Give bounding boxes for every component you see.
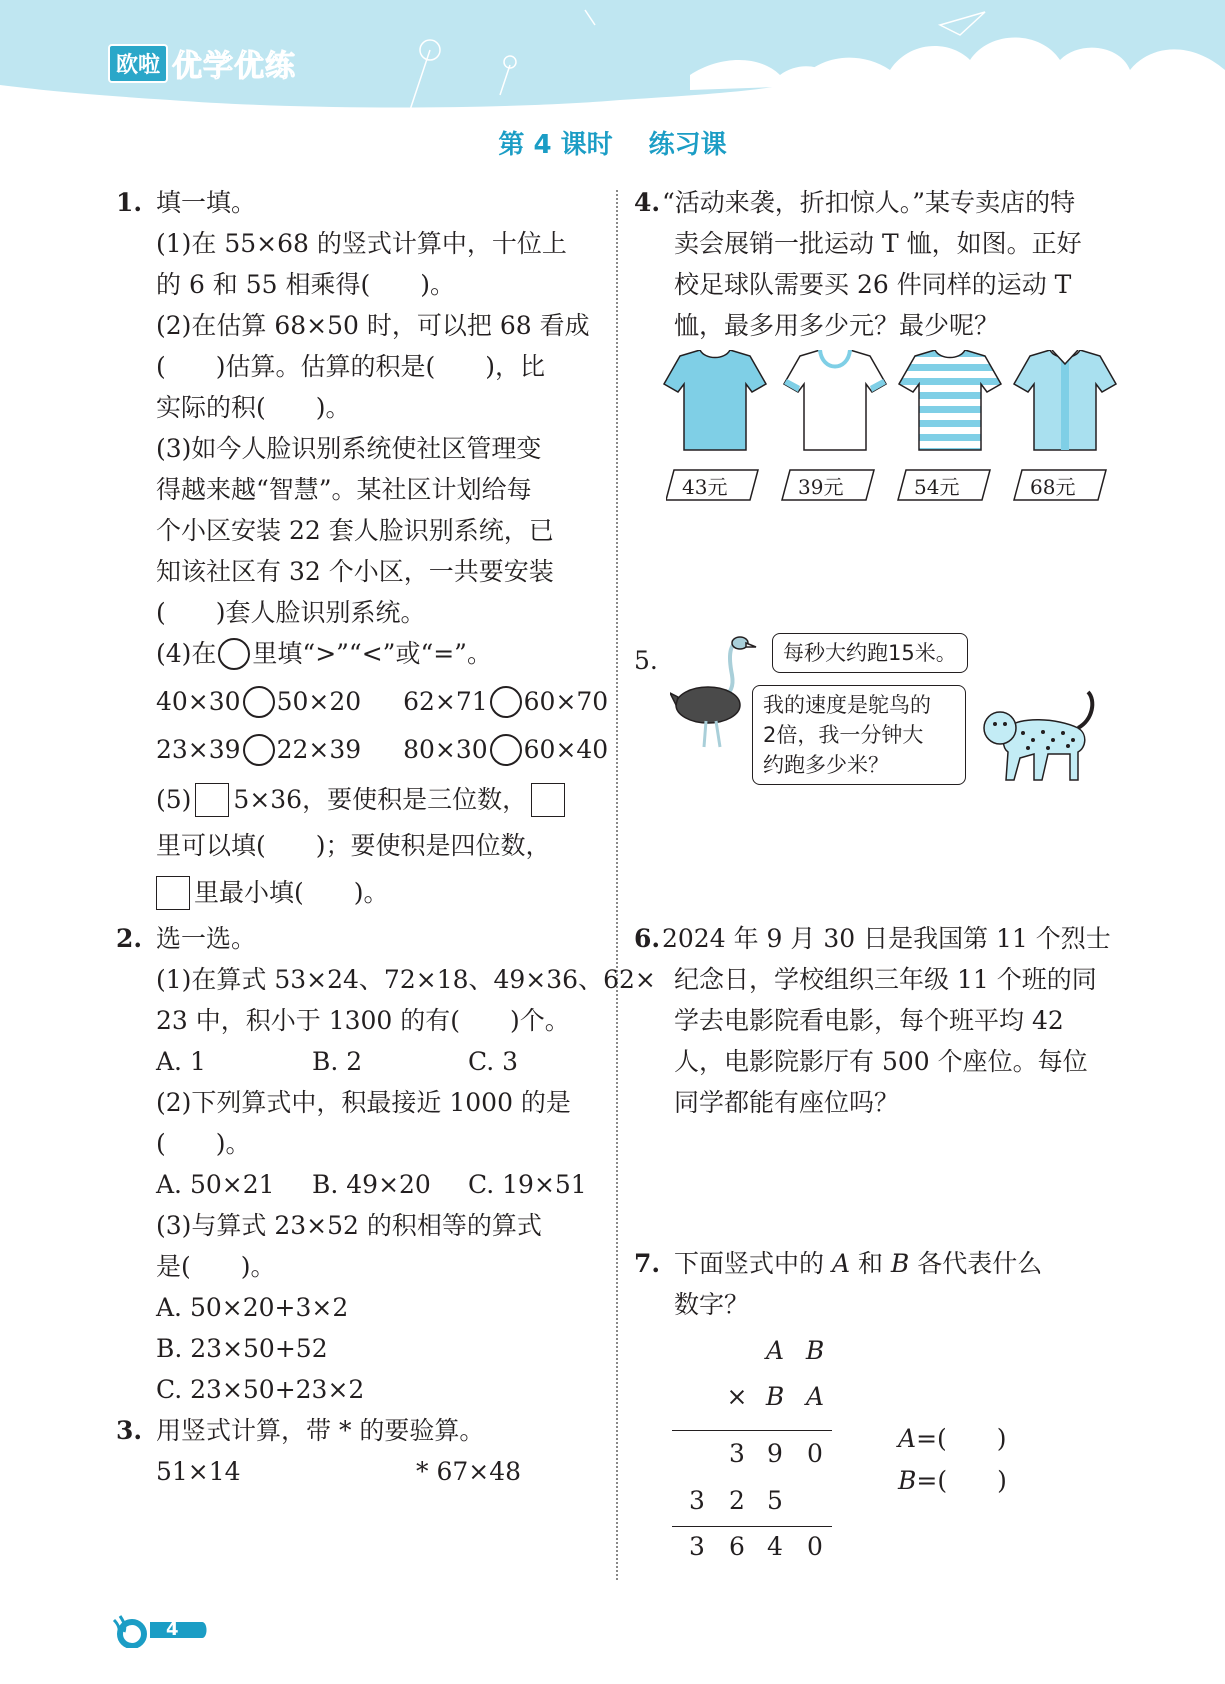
lesson-name: 练习课: [648, 130, 727, 160]
q4-line: 校足球队需要买 26 件同样的运动 T: [674, 270, 1072, 299]
price-tag: 39元: [798, 475, 844, 499]
digit: 5: [767, 1486, 783, 1515]
q7-number: 7.: [634, 1249, 661, 1278]
brand-name: 优学优练: [172, 49, 297, 84]
q6-number: 6.: [634, 924, 661, 953]
q2-line: (1)在算式 53×24、72×18、49×36、62×: [156, 965, 656, 994]
q1-line: (5) 5×36，要使积是三位数，: [156, 779, 569, 820]
digit: 0: [807, 1439, 823, 1468]
answer-box[interactable]: [531, 783, 565, 817]
q1-line: 的 6 和 55 相乘得( )。: [156, 270, 456, 299]
q2-line: 23 中，积小于 1300 的有( )个。: [156, 1006, 570, 1035]
ostrich-speech-bubble: 每秒大约跑15米。: [772, 633, 968, 673]
answer-circle[interactable]: [490, 734, 522, 766]
q2-line: (3)与算式 23×52 的积相等的算式: [156, 1211, 542, 1240]
q1-line: 里最小填( )。: [156, 872, 389, 913]
q3-expression: 51×14: [156, 1457, 241, 1486]
answer-a: A=( ): [898, 1424, 1007, 1453]
digit: 3: [689, 1532, 705, 1561]
digit: A: [805, 1382, 825, 1411]
digit: 3: [689, 1486, 705, 1515]
answer-circle[interactable]: [218, 638, 250, 670]
digit: 6: [729, 1532, 745, 1561]
digit: 4: [767, 1532, 783, 1561]
page-number: 4: [166, 1619, 179, 1640]
q4-number: 4.: [634, 188, 661, 217]
q6-line: 2024 年 9 月 30 日是我国第 11 个烈士: [662, 924, 1111, 953]
digit: 9: [767, 1439, 783, 1468]
q2-option: C. 23×50+23×2: [156, 1375, 365, 1404]
digit: 2: [729, 1486, 745, 1515]
q2-number: 2.: [116, 924, 143, 953]
q2-line: (2)下列算式中，积最接近 1000 的是: [156, 1088, 571, 1117]
q2-title: 选一选。: [156, 924, 257, 953]
compare-row: 23×39 22×39 80×30 60×40: [156, 735, 609, 764]
vertical-multiplication: [672, 1336, 842, 1576]
brand-logo: [108, 44, 296, 82]
q1-line: (3)如今人脸识别系统使社区管理变: [156, 434, 542, 463]
price-tag: 68元: [1030, 475, 1076, 499]
tshirt-4: [1014, 350, 1116, 450]
q2-option: A. 50×20+3×2: [156, 1293, 349, 1322]
lesson-number: 第 4 课时: [498, 130, 613, 160]
digit: A: [765, 1336, 785, 1365]
digit: 3: [729, 1439, 745, 1468]
q2-options: A. 50×21 B. 49×20 C. 19×51: [156, 1170, 587, 1199]
answer-b: B=( ): [898, 1466, 1007, 1495]
times-sign: ×: [726, 1382, 748, 1411]
digit: 0: [807, 1532, 823, 1561]
q2-options: A. 1 B. 2 C. 3: [156, 1047, 519, 1076]
q7-line: 下面竖式中的 A 和 B 各代表什么: [674, 1249, 1043, 1278]
q1-number: 1.: [116, 188, 143, 217]
answer-circle[interactable]: [243, 734, 275, 766]
q4-line: “活动来袭，折扣惊人。”某专卖店的特: [662, 188, 1076, 217]
q1-line: (1)在 55×68 的竖式计算中，十位上: [156, 229, 567, 258]
q7-line: 数字？: [674, 1290, 750, 1319]
q4-line: 恤，最多用多少元？最少呢？: [674, 311, 1000, 340]
q5-number: 5.: [634, 646, 658, 675]
q3-title: 用竖式计算，带 * 的要验算。: [156, 1416, 485, 1445]
digit: B: [805, 1336, 825, 1365]
tshirt-2: [784, 350, 886, 450]
lesson-title: [0, 124, 1225, 161]
column-divider: [616, 190, 618, 1580]
q1-title: 填一填。: [156, 188, 257, 217]
q1-line: 个小区安装 22 套人脸识别系统，已: [156, 516, 554, 545]
tshirt-1: [664, 350, 766, 450]
answer-box[interactable]: [156, 876, 190, 910]
price-tag: 54元: [914, 475, 960, 499]
q3-number: 3.: [116, 1416, 143, 1445]
q1-line: 实际的积( )。: [156, 393, 351, 422]
q1-line: 知该社区有 32 个小区，一共要安装: [156, 557, 554, 586]
q3-expression: * 67×48: [416, 1457, 522, 1486]
q2-line: ( )。: [156, 1129, 251, 1158]
ostrich-illustration: [670, 635, 760, 750]
rule-line: [672, 1526, 832, 1527]
answer-box[interactable]: [195, 783, 229, 817]
q2-line: 是( )。: [156, 1252, 276, 1281]
q1-line: 里可以填( )；要使积是四位数，: [156, 831, 551, 860]
q6-line: 学去电影院看电影，每个班平均 42: [674, 1006, 1064, 1035]
compare-row: 40×30 50×20 62×71 60×70: [156, 687, 609, 716]
q1-line: ( )套人脸识别系统。: [156, 598, 426, 627]
q6-line: 同学都能有座位吗？: [674, 1088, 900, 1117]
digit: B: [765, 1382, 785, 1411]
q1-line: ( )估算。估算的积是( )，比: [156, 352, 546, 381]
q6-line: 人，电影院影厅有 500 个座位。每位: [674, 1047, 1088, 1076]
rule-line: [672, 1430, 832, 1431]
q1-line: 得越来越“智慧”。某社区计划给每: [156, 475, 532, 504]
brand-prefix: 欧啦: [108, 44, 168, 83]
q1-line: (2)在估算 68×50 时，可以把 68 看成: [156, 311, 590, 340]
cheetah-illustration: [978, 688, 1108, 786]
q2-option: B. 23×50+52: [156, 1334, 328, 1363]
answer-circle[interactable]: [243, 686, 275, 718]
q6-line: 纪念日，学校组织三年级 11 个班的同: [674, 965, 1097, 994]
price-tag: 43元: [682, 475, 728, 499]
q4-line: 卖会展销一批运动 T 恤，如图。正好: [674, 229, 1082, 258]
q1-line-compare-instruction: (4)在 里填“>”“<”或“=”。: [156, 639, 492, 668]
cheetah-speech-bubble: 我的速度是鸵鸟的 2倍，我一分钟大 约跑多少米？: [752, 685, 966, 785]
page-number-badge: [110, 1612, 210, 1648]
tshirt-3: [899, 350, 1001, 450]
answer-circle[interactable]: [490, 686, 522, 718]
